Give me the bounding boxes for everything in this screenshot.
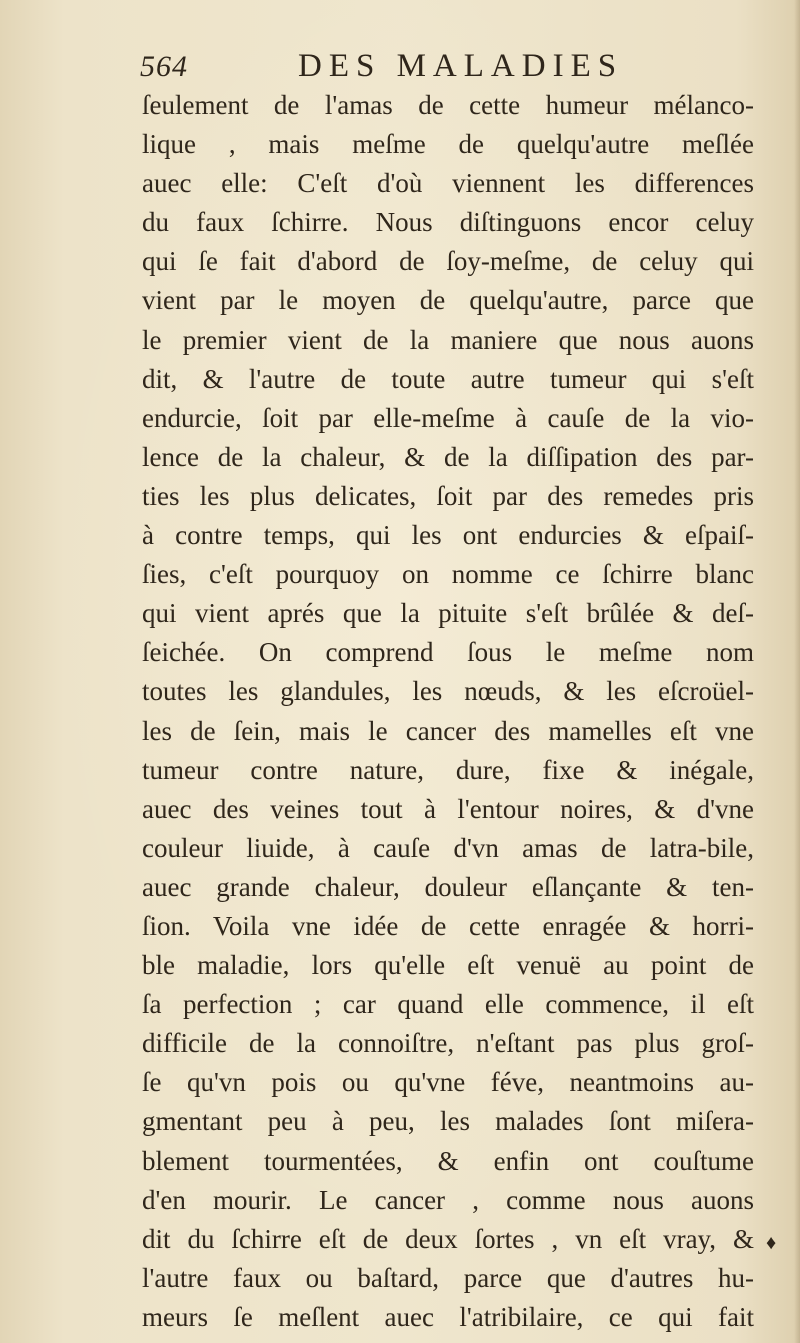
text-line: ties les plus delicates, ſoit par des remedes pris xyxy=(142,480,754,511)
text-line: dit, & l'autre de toute autre tumeur qui s'eſt xyxy=(142,363,754,394)
text-line: difficile de la connoiſtre, n'eſtant pas plus groſ- xyxy=(142,1028,754,1059)
running-title: DES MALADIES xyxy=(298,48,624,84)
text-line: auec des veines tout à l'entour noires, & d'vne xyxy=(142,793,754,824)
text-line: meurs ſe meſlent auec l'atribilaire, ce qui fait xyxy=(142,1301,754,1332)
text-line: ſeulement de l'amas de cette humeur mélanco- xyxy=(142,90,754,120)
text-line: ſe qu'vn pois ou qu'vne féve, neantmoins au- xyxy=(142,1067,754,1098)
ornament-icon: ♦ xyxy=(766,1232,777,1254)
page-edge-shadow xyxy=(794,0,800,1343)
text-line: auec elle: C'eſt d'où viennent les differences xyxy=(142,168,754,199)
text-line: toutes les glandules, les nœuds, & les eſcroüel- xyxy=(142,676,754,707)
text-line: couleur liuide, à cauſe d'vn amas de latra-bile, xyxy=(142,832,754,863)
text-line: le premier vient de la maniere que nous auons xyxy=(142,324,754,355)
text-line: ble maladie, lors qu'elle eſt venuë au point de xyxy=(142,950,754,981)
text-line: blement tourmentées, & enfin ont couſtume xyxy=(142,1145,754,1176)
page-number: 564 xyxy=(140,50,188,83)
body-text xyxy=(142,86,754,1337)
text-line: qui vient aprés que la pituite s'eſt brûlée & deſ- xyxy=(142,598,754,629)
text-line: vient par le moyen de quelqu'autre, parce que xyxy=(142,285,754,316)
text-line: qui ſe fait d'abord de ſoy-meſme, de celuy qui xyxy=(142,246,754,277)
text-line: tumeur contre nature, dure, fixe & inégale, xyxy=(142,754,754,785)
text-line: à contre temps, qui les ont endurcies & eſpaiſ- xyxy=(142,520,754,551)
text-line: du faux ſchirre. Nous diſtinguons encor celuy xyxy=(142,207,754,238)
text-line: lique , mais meſme de quelqu'autre meſlée xyxy=(142,129,754,160)
text-line: l'autre faux ou baſtard, parce que d'autres hu- xyxy=(142,1262,754,1293)
text-line: ſeichée. On comprend ſous le meſme nom xyxy=(142,637,754,668)
page-header xyxy=(140,46,760,90)
text-line: ſa perfection ; car quand elle commence, il eſt xyxy=(142,989,754,1020)
text-line: dit du ſchirre eſt de deux ſortes , vn eſt vray, & xyxy=(142,1223,754,1254)
text-line: ſies, c'eſt pourquoy on nomme ce ſchirre blanc xyxy=(142,559,754,590)
text-line: endurcie, ſoit par elle-meſme à cauſe de la vio- xyxy=(142,402,754,433)
text-line: d'en mourir. Le cancer , comme nous auons xyxy=(142,1184,754,1215)
text-line: les de ſein, mais le cancer des mamelles eſt vne xyxy=(142,715,754,746)
text-line: lence de la chaleur, & de la diſſipation des par- xyxy=(142,441,754,472)
text-line: auec grande chaleur, douleur eſlançante & ten- xyxy=(142,871,754,902)
text-line: ſion. Voila vne idée de cette enragée & horri- xyxy=(142,910,754,941)
text-line: gmentant peu à peu, les malades ſont miſera- xyxy=(142,1106,754,1137)
